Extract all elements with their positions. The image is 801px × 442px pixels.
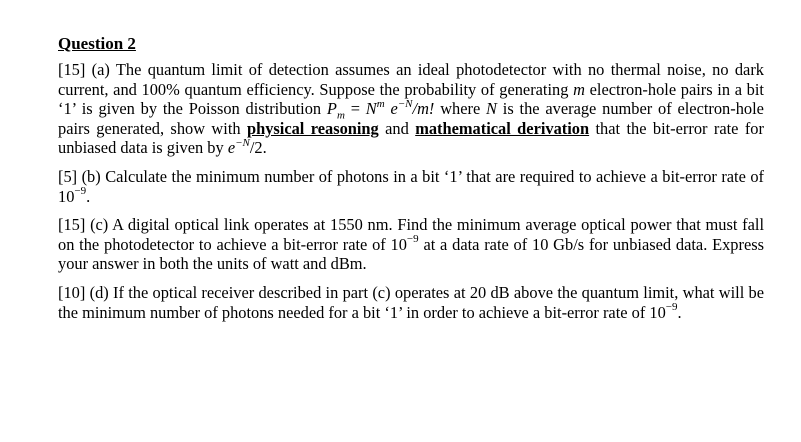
var-n-2: N — [486, 99, 497, 119]
var-n: N — [365, 99, 377, 119]
part-d-exponent: −9 — [665, 301, 678, 314]
part-d-tail: . — [677, 302, 682, 322]
sub-m: m — [336, 109, 345, 122]
part-b-marks: [5] — [58, 166, 78, 186]
part-c-text-1: A digital optical link operates at 1550 nm. Find the minimum average optical power that must fall on the photodetector to achieve a bit-error rate of 10 — [58, 215, 764, 254]
physical-reasoning-emphasis: physical reasoning — [246, 118, 379, 138]
question-document — [58, 34, 764, 331]
part-b-tail: . — [86, 186, 91, 206]
slash-m-factorial: /m! — [412, 99, 435, 119]
part-c-paragraph — [58, 215, 764, 274]
var-e: e — [390, 99, 398, 119]
part-c-text-2: at a data rate of 10 Gb/s for unbiased data. Express your answer in both the units of watt and dBm. — [58, 234, 764, 274]
part-a-text-5: that the bit-error rate for unbiased data is given by — [58, 118, 764, 158]
part-a-text-1: The quantum limit of detection assumes an ideal photodetector with no thermal noise, no dark current, and 100% quantum efficiency. Suppose the probability of generating — [58, 60, 764, 99]
part-d-paragraph — [58, 283, 764, 322]
equals-sign: = — [350, 99, 360, 119]
var-p: P — [326, 99, 337, 119]
part-c-marks: [15] — [58, 215, 86, 235]
part-b-exponent: −9 — [74, 185, 87, 198]
part-a-text-3: where — [440, 99, 481, 119]
part-b-text: Calculate the minimum number of photons in a bit ‘1’ that are required to achieve a bit-error rate of 10 — [58, 166, 764, 206]
part-b-label: (b) — [81, 166, 101, 186]
mathematical-derivation-emphasis: mathematical derivation — [415, 118, 590, 138]
part-a-text-4: is the average number of electron-hole pairs generated, show with — [58, 99, 764, 138]
question-heading: Question 2 — [58, 34, 136, 53]
sup-m: m — [376, 97, 385, 110]
sup-neg-n-2: −N — [235, 136, 250, 149]
part-a-paragraph — [58, 60, 764, 158]
part-d-text: If the optical receiver described in part (c) operates at 20 dB above the quantum limit, what will be the minimum number of photons needed for a bit ‘1’ in order to achieve a bit-error rate of 10 — [58, 282, 765, 322]
part-a-text-2: electron-hole pairs in a bit ‘1’ is given by the Poisson distribution — [58, 79, 764, 119]
part-a-tail: /2. — [249, 138, 267, 158]
part-c-exponent: −9 — [406, 233, 419, 246]
var-m: m — [573, 79, 585, 99]
and-word: and — [385, 118, 409, 138]
part-a-marks: [15] — [58, 60, 86, 79]
sup-neg-n: −N — [397, 97, 413, 110]
part-c-label: (c) — [90, 215, 109, 235]
part-d-label: (d) — [89, 282, 109, 302]
var-e-2: e — [227, 138, 236, 158]
part-b-paragraph — [58, 167, 764, 206]
part-d-marks: [10] — [58, 282, 86, 302]
part-a-label: (a) — [91, 60, 110, 79]
